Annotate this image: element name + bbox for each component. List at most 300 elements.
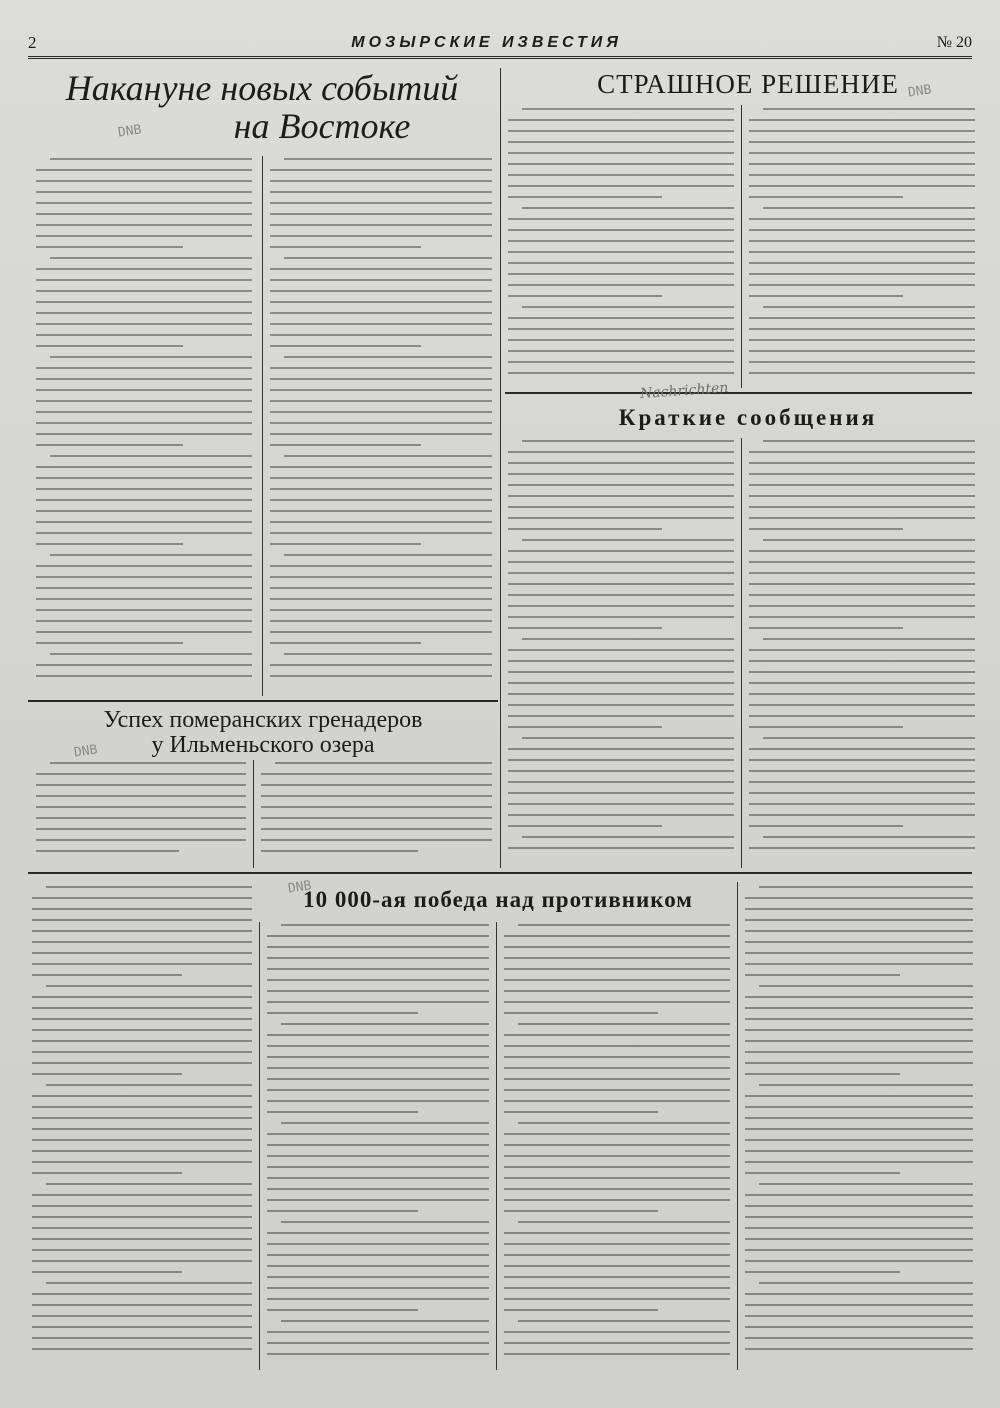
text-line (508, 506, 734, 508)
text-line (508, 649, 734, 651)
text-line (763, 539, 975, 541)
text-line (32, 919, 252, 921)
headline-line: Накануне новых событий (65, 68, 459, 108)
text-line (508, 759, 734, 761)
text-line (508, 451, 734, 453)
text-line (508, 715, 734, 717)
text-line (504, 935, 730, 937)
text-line (32, 1018, 252, 1020)
text-line (508, 814, 734, 816)
text-line (745, 930, 973, 932)
text-line (508, 803, 734, 805)
text-line (508, 594, 734, 596)
text-line (759, 1282, 973, 1284)
text-line (267, 1111, 418, 1113)
text-line (270, 400, 492, 402)
archive-stamp: DNB (907, 82, 933, 101)
text-line (745, 1150, 973, 1152)
column-rule (253, 760, 254, 868)
text-line (508, 152, 734, 154)
text-line (745, 1271, 900, 1273)
text-line (267, 1298, 489, 1300)
text-line (749, 748, 975, 750)
text-line (267, 1034, 489, 1036)
text-line (749, 594, 975, 596)
text-line (36, 784, 246, 786)
column-rule (500, 68, 501, 868)
text-line (270, 279, 492, 281)
text-line (508, 163, 734, 165)
text-line (745, 1051, 973, 1053)
headline-pomeranian-grenadiers (30, 707, 496, 761)
text-line (504, 1034, 730, 1036)
text-line (504, 1111, 658, 1113)
text-line (270, 587, 492, 589)
text-line (749, 759, 975, 761)
text-line (508, 770, 734, 772)
text-line (270, 334, 492, 336)
text-line (267, 1166, 489, 1168)
text-line (763, 440, 975, 442)
text-line (749, 726, 903, 728)
text-line (504, 990, 730, 992)
text-line (46, 1183, 252, 1185)
text-line (745, 1161, 973, 1163)
text-line (261, 817, 492, 819)
text-line (36, 389, 252, 391)
text-line (504, 979, 730, 981)
text-line (749, 814, 975, 816)
text-line (763, 207, 975, 209)
text-line (267, 1056, 489, 1058)
text-line (36, 312, 252, 314)
text-line (508, 251, 734, 253)
text-line (504, 1287, 730, 1289)
masthead (28, 30, 972, 59)
column-rule (496, 922, 497, 1370)
text-line (508, 240, 734, 242)
text-line (36, 598, 252, 600)
text-line (32, 1051, 252, 1053)
text-line (749, 462, 975, 464)
text-line (36, 642, 183, 644)
text-line (36, 202, 252, 204)
text-line (36, 433, 252, 435)
text-line (745, 908, 973, 910)
text-line (267, 1265, 489, 1267)
text-line (32, 1062, 252, 1064)
text-line (32, 1260, 252, 1262)
text-line (270, 389, 492, 391)
text-line (763, 836, 975, 838)
text-line (749, 339, 975, 341)
text-line (32, 1172, 182, 1174)
text-line (36, 510, 252, 512)
text-line (508, 350, 734, 352)
text-line (36, 169, 252, 171)
text-line (504, 1265, 730, 1267)
text-line (36, 246, 183, 248)
text-line (745, 941, 973, 943)
text-line (508, 361, 734, 363)
text-line (32, 1073, 182, 1075)
text-line (508, 141, 734, 143)
text-line (281, 1122, 489, 1124)
text-line (267, 1353, 489, 1355)
text-line (267, 1155, 489, 1157)
text-line (759, 985, 973, 987)
text-line (46, 985, 252, 987)
text-line (270, 488, 492, 490)
text-line (522, 440, 734, 442)
text-line (508, 605, 734, 607)
text-line (267, 957, 489, 959)
text-line (745, 1073, 900, 1075)
text-line (749, 572, 975, 574)
text-line (32, 1150, 252, 1152)
text-line (267, 1133, 489, 1135)
text-line (749, 506, 975, 508)
newspaper-title: МОЗЫРСКИЕ ИЗВЕСТИЯ (351, 34, 622, 51)
text-line (749, 704, 975, 706)
text-line (270, 565, 492, 567)
text-line (745, 1139, 973, 1141)
text-line (36, 345, 183, 347)
text-line (261, 795, 492, 797)
headline-eve-of-events (30, 70, 494, 146)
text-line (508, 262, 734, 264)
text-line (749, 495, 975, 497)
text-line (270, 235, 492, 237)
column-rule (259, 922, 260, 1370)
text-line (32, 941, 252, 943)
text-line (270, 312, 492, 314)
text-line (270, 675, 492, 677)
text-line (32, 1161, 252, 1163)
article-body-decision-col2 (749, 108, 975, 388)
text-line (270, 367, 492, 369)
text-line (32, 908, 252, 910)
text-line (504, 1232, 730, 1234)
text-line (508, 748, 734, 750)
text-line (270, 224, 492, 226)
text-line (270, 422, 492, 424)
text-line (504, 1199, 730, 1201)
text-line (270, 202, 492, 204)
text-line (745, 1095, 973, 1097)
article-body-brief-col1 (508, 440, 734, 866)
text-line (32, 1029, 252, 1031)
text-line (270, 543, 421, 545)
text-line (32, 1106, 252, 1108)
text-line (36, 499, 252, 501)
text-line (749, 240, 975, 242)
text-line (261, 806, 492, 808)
text-line (759, 886, 973, 888)
text-line (504, 957, 730, 959)
text-line (36, 224, 252, 226)
text-line (36, 411, 252, 413)
text-line (32, 1095, 252, 1097)
text-line (745, 1238, 973, 1240)
text-line (267, 935, 489, 937)
text-line (36, 806, 246, 808)
text-line (267, 1067, 489, 1069)
text-line (32, 1205, 252, 1207)
headline-brief-news: Краткие сообщения (618, 405, 878, 430)
text-line (50, 356, 252, 358)
text-line (508, 196, 662, 198)
text-line (508, 572, 734, 574)
text-line (281, 1023, 489, 1025)
text-line (36, 620, 252, 622)
text-line (504, 1133, 730, 1135)
text-line (745, 1117, 973, 1119)
text-line (508, 339, 734, 341)
text-line (32, 1128, 252, 1130)
text-line (267, 1254, 489, 1256)
text-line (270, 609, 492, 611)
text-line (261, 773, 492, 775)
article-body-grenadiers-col2 (261, 762, 492, 866)
article-body-eve-col2 (270, 158, 492, 696)
column-rule (737, 882, 738, 1370)
text-line (763, 638, 975, 640)
text-line (522, 306, 734, 308)
text-line (504, 1177, 730, 1179)
text-line (270, 664, 492, 666)
text-line (36, 191, 252, 193)
text-line (522, 108, 734, 110)
text-line (267, 979, 489, 981)
text-line (36, 587, 252, 589)
text-line (749, 561, 975, 563)
text-line (36, 576, 252, 578)
text-line (749, 174, 975, 176)
text-line (261, 784, 492, 786)
text-line (270, 323, 492, 325)
text-line (749, 616, 975, 618)
text-line (508, 185, 734, 187)
text-line (267, 1012, 418, 1014)
text-line (504, 1012, 658, 1014)
text-line (508, 174, 734, 176)
text-line (267, 1199, 489, 1201)
article-body-eve-col1 (36, 158, 252, 696)
text-line (749, 328, 975, 330)
text-line (522, 207, 734, 209)
text-line (284, 653, 492, 655)
text-line (749, 141, 975, 143)
text-line (50, 554, 252, 556)
text-line (749, 583, 975, 585)
column-rule (262, 156, 263, 696)
text-line (508, 517, 734, 519)
text-line (270, 466, 492, 468)
article-body-grenadiers-col1 (36, 762, 246, 866)
text-line (504, 1331, 730, 1333)
article-body-victory-col4 (745, 886, 973, 1368)
text-line (508, 462, 734, 464)
text-line (36, 817, 246, 819)
text-line (508, 218, 734, 220)
text-line (267, 1078, 489, 1080)
text-line (36, 565, 252, 567)
text-line (508, 682, 734, 684)
article-body-victory-col3 (504, 924, 730, 1368)
text-line (267, 946, 489, 948)
text-line (508, 495, 734, 497)
text-line (261, 828, 492, 830)
text-line (36, 532, 252, 534)
text-line (270, 191, 492, 193)
text-line (508, 825, 662, 827)
text-line (522, 539, 734, 541)
text-line (745, 1106, 973, 1108)
text-line (745, 897, 973, 899)
text-line (270, 510, 492, 512)
text-line (267, 1331, 489, 1333)
text-line (50, 455, 252, 457)
text-line (267, 1144, 489, 1146)
text-line (267, 1342, 489, 1344)
text-line (281, 924, 489, 926)
text-line (745, 919, 973, 921)
text-line (518, 1023, 730, 1025)
text-line (508, 616, 734, 618)
text-line (36, 279, 252, 281)
text-line (749, 218, 975, 220)
text-line (749, 317, 975, 319)
text-line (745, 1062, 973, 1064)
text-line (518, 1221, 730, 1223)
text-line (36, 301, 252, 303)
text-line (508, 671, 734, 673)
text-line (36, 367, 252, 369)
text-line (745, 963, 973, 965)
text-line (36, 334, 252, 336)
headline-victory-10000: 10 000-ая победа над противником (303, 887, 693, 912)
headline-terrible-decision: СТРАШНОЕ РЕШЕНИЕ (597, 69, 899, 99)
text-line (32, 1337, 252, 1339)
text-line (36, 466, 252, 468)
text-line (267, 1001, 489, 1003)
text-line (267, 1232, 489, 1234)
text-line (284, 158, 492, 160)
text-line (36, 400, 252, 402)
section-divider (505, 392, 972, 394)
text-line (518, 1122, 730, 1124)
text-line (32, 996, 252, 998)
text-line (508, 317, 734, 319)
text-line (270, 477, 492, 479)
text-line (504, 1276, 730, 1278)
headline-line: Успех померанских гренадеров (103, 707, 423, 733)
text-line (508, 660, 734, 662)
text-line (749, 550, 975, 552)
text-line (284, 257, 492, 259)
text-line (32, 1315, 252, 1317)
text-line (749, 295, 903, 297)
issue-number: № 20 (936, 34, 972, 51)
text-line (284, 554, 492, 556)
text-line (32, 963, 252, 965)
text-line (745, 1315, 973, 1317)
text-line (270, 433, 492, 435)
text-line (32, 1326, 252, 1328)
text-line (261, 839, 492, 841)
text-line (518, 924, 730, 926)
text-line (522, 836, 734, 838)
text-line (267, 968, 489, 970)
text-line (267, 990, 489, 992)
text-line (36, 664, 252, 666)
handwritten-note: Nachrichten (639, 379, 729, 403)
text-line (749, 649, 975, 651)
text-line (508, 229, 734, 231)
text-line (745, 1040, 973, 1042)
text-line (270, 620, 492, 622)
text-line (763, 108, 975, 110)
text-line (508, 284, 734, 286)
text-line (504, 1243, 730, 1245)
text-line (749, 671, 975, 673)
text-line (32, 1304, 252, 1306)
text-line (745, 996, 973, 998)
text-line (267, 1188, 489, 1190)
text-line (749, 715, 975, 717)
text-line (50, 257, 252, 259)
text-line (504, 1056, 730, 1058)
text-line (745, 974, 900, 976)
headline-line: у Ильменьского озера (151, 732, 375, 759)
text-line (267, 1045, 489, 1047)
text-line (749, 350, 975, 352)
text-line (508, 273, 734, 275)
text-line (745, 1128, 973, 1130)
text-line (749, 361, 975, 363)
text-line (745, 1348, 973, 1350)
archive-stamp: DNB (117, 122, 143, 141)
text-line (32, 1238, 252, 1240)
text-line (270, 532, 492, 534)
text-line (32, 1348, 252, 1350)
text-line (36, 290, 252, 292)
text-line (749, 130, 975, 132)
text-line (270, 576, 492, 578)
text-line (508, 295, 662, 297)
archive-stamp: DNB (73, 742, 99, 761)
text-line (50, 653, 252, 655)
text-line (267, 1243, 489, 1245)
text-line (46, 1084, 252, 1086)
text-line (749, 770, 975, 772)
text-line (522, 737, 734, 739)
text-line (508, 550, 734, 552)
text-line (270, 169, 492, 171)
text-line (504, 1188, 730, 1190)
text-line (759, 1183, 973, 1185)
text-line (749, 803, 975, 805)
text-line (504, 1298, 730, 1300)
text-line (36, 268, 252, 270)
text-line (749, 682, 975, 684)
text-line (759, 1084, 973, 1086)
text-line (284, 455, 492, 457)
text-line (749, 693, 975, 695)
text-line (749, 119, 975, 121)
text-line (749, 781, 975, 783)
